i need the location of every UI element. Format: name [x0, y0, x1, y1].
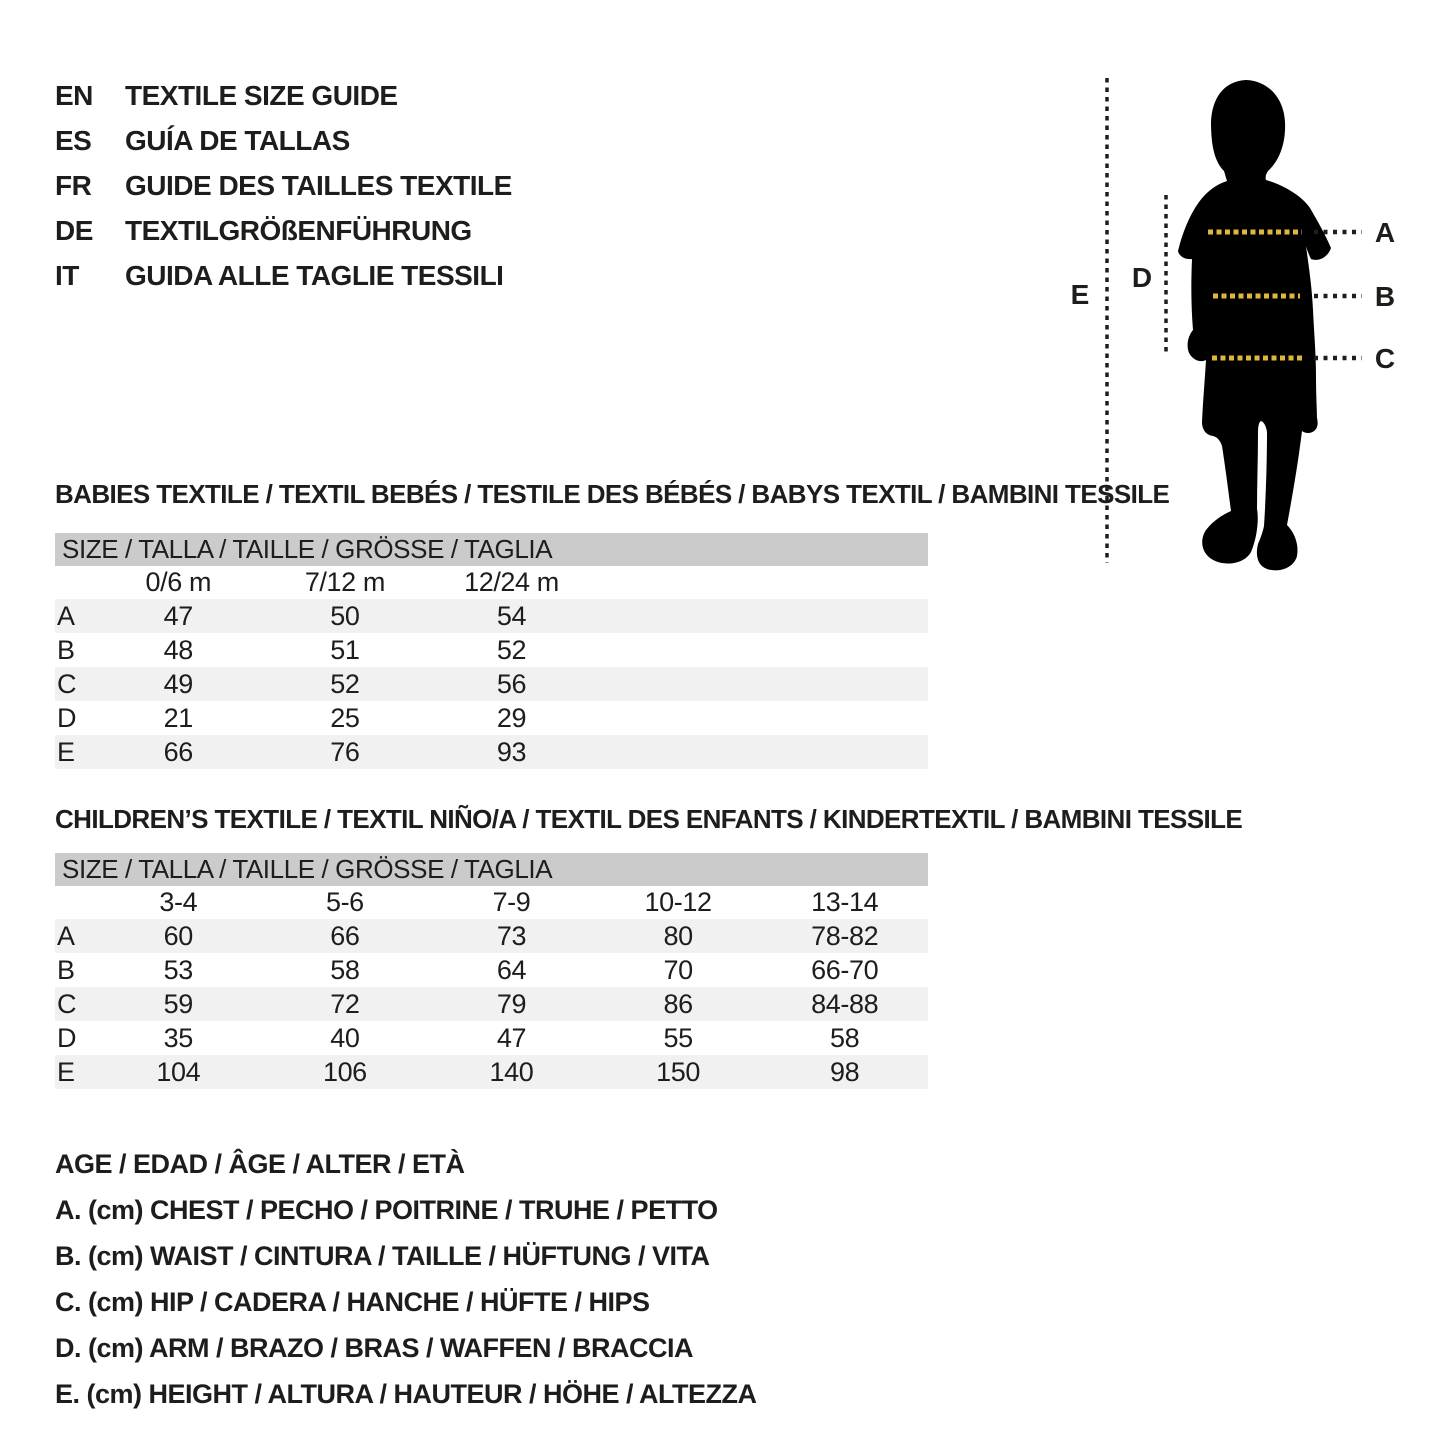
table-cell: 40: [330, 1022, 360, 1053]
children-size-table: [55, 853, 928, 1089]
babies-size-table: [55, 533, 928, 769]
lang-title: TEXTILE SIZE GUIDE: [125, 79, 398, 111]
babies-section-heading: BABIES TEXTILE / TEXTIL BEBÉS / TESTILE DES BÉBÉS / BABYS TEXTIL / BAMBINI TESSILE: [55, 479, 1170, 509]
table-row-b: [55, 953, 928, 987]
row-label: C: [57, 668, 77, 699]
size-header-label: SIZE / TALLA / TAILLE / GRÖSSE / TAGLIA: [62, 854, 553, 884]
table-cell: 25: [330, 702, 360, 733]
child-silhouette: [1178, 80, 1331, 570]
table-cell: 73: [496, 920, 527, 951]
table-row-c: [55, 987, 928, 1021]
table-cell: 52: [330, 668, 360, 699]
table-cell: 52: [496, 634, 527, 665]
diagram-label-waist: B: [1374, 281, 1396, 312]
diagram-label-hip: C: [1374, 343, 1396, 374]
lang-code: DE: [55, 214, 93, 246]
table-row-a: [55, 599, 928, 633]
table-cell: 58: [830, 1022, 860, 1053]
table-cell: 59: [163, 988, 193, 1019]
babies-column-header-row: [55, 566, 928, 599]
table-cell: 47: [496, 1022, 527, 1053]
table-row-e: [55, 1055, 928, 1089]
table-cell: 98: [830, 1056, 860, 1087]
row-label: B: [57, 634, 75, 665]
table-cell: 66-70: [811, 954, 879, 985]
lang-row-en: [55, 73, 512, 118]
lang-title: TEXTILGRÖßENFÜHRUNG: [125, 214, 472, 246]
row-label: D: [57, 702, 77, 733]
table-cell: 76: [330, 736, 360, 767]
column-header: 7-9: [492, 887, 531, 917]
table-cell: 86: [663, 988, 693, 1019]
table-cell: 60: [163, 920, 193, 951]
lang-code: FR: [55, 169, 92, 201]
row-label: C: [57, 988, 77, 1019]
table-cell: 80: [663, 920, 693, 951]
table-cell: 93: [496, 736, 527, 767]
table-row-b: [55, 633, 928, 667]
table-cell: 55: [663, 1022, 693, 1053]
row-label: D: [57, 1022, 77, 1053]
row-label: A: [57, 920, 75, 951]
lang-title: GUÍA DE TALLAS: [125, 124, 350, 156]
legend-line-height: E. (cm) HEIGHT / ALTURA / HAUTEUR / HÖHE / ALTEZZA: [55, 1379, 757, 1409]
table-cell: 64: [496, 954, 527, 985]
table-cell: 106: [322, 1056, 367, 1087]
table-row-d: [55, 701, 928, 735]
lang-row-it: [55, 253, 512, 298]
lang-code: ES: [55, 124, 92, 156]
table-cell: 70: [663, 954, 693, 985]
children-section-heading: CHILDREN’S TEXTILE / TEXTIL NIÑO/A / TEXTIL DES ENFANTS / KINDERTEXTIL / BAMBINI TESSILE: [55, 804, 1243, 834]
table-row-e: [55, 735, 928, 769]
table-cell: 66: [330, 920, 360, 951]
size-header-bar: [55, 853, 928, 886]
table-cell: 21: [163, 702, 193, 733]
table-cell: 84-88: [811, 988, 879, 1019]
diagram-label-chest: A: [1374, 217, 1396, 248]
column-header: 7/12 m: [304, 567, 385, 597]
lang-row-es: [55, 118, 512, 163]
table-cell: 51: [330, 634, 360, 665]
table-cell: 140: [489, 1056, 534, 1087]
table-cell: 104: [156, 1056, 201, 1087]
table-row-d: [55, 1021, 928, 1055]
table-cell: 29: [496, 702, 527, 733]
measurement-diagram: [1050, 60, 1445, 600]
table-row-c: [55, 667, 928, 701]
table-cell: 49: [163, 668, 193, 699]
row-label: B: [57, 954, 75, 985]
column-header: 10-12: [644, 887, 712, 917]
table-cell: 54: [496, 600, 527, 631]
table-cell: 78-82: [811, 920, 879, 951]
size-header-bar: [55, 533, 928, 566]
table-cell: 58: [330, 954, 360, 985]
lang-code: EN: [55, 79, 93, 111]
table-cell: 50: [330, 600, 360, 631]
size-header-label: SIZE / TALLA / TAILLE / GRÖSSE / TAGLIA: [62, 534, 553, 564]
legend-line-hip: C. (cm) HIP / CADERA / HANCHE / HÜFTE / HIPS: [55, 1287, 650, 1317]
legend-line-arm: D. (cm) ARM / BRAZO / BRAS / WAFFEN / BRACCIA: [55, 1333, 693, 1363]
table-cell: 56: [496, 668, 527, 699]
lang-title: GUIDA ALLE TAGLIE TESSILI: [125, 259, 504, 291]
legend-line-waist: B. (cm) WAIST / CINTURA / TAILLE / HÜFTUNG / VITA: [55, 1241, 710, 1271]
legend-line-chest: A. (cm) CHEST / PECHO / POITRINE / TRUHE / PETTO: [55, 1195, 718, 1225]
row-label: E: [57, 736, 75, 767]
table-row-a: [55, 919, 928, 953]
table-cell: 79: [496, 988, 527, 1019]
diagram-label-arm: D: [1131, 262, 1153, 293]
column-header: 3-4: [159, 887, 198, 917]
column-header: 12/24 m: [464, 567, 559, 597]
table-cell: 150: [656, 1056, 700, 1087]
table-cell: 35: [163, 1022, 193, 1053]
legend-line-age: AGE / EDAD / ÂGE / ALTER / ETÀ: [55, 1149, 465, 1179]
row-label: A: [57, 600, 75, 631]
column-header: 5-6: [325, 887, 364, 917]
lang-code: IT: [55, 259, 79, 291]
table-cell: 53: [163, 954, 193, 985]
measurement-legend: [55, 1141, 756, 1417]
table-cell: 48: [163, 634, 193, 665]
lang-title: GUIDE DES TAILLES TEXTILE: [125, 169, 512, 201]
language-title-list: [55, 73, 512, 298]
lang-row-de: [55, 208, 512, 253]
diagram-label-height: E: [1070, 279, 1090, 310]
children-column-header-row: [55, 886, 928, 919]
row-label: E: [57, 1056, 75, 1087]
table-cell: 72: [330, 988, 360, 1019]
column-header: 13-14: [811, 887, 879, 917]
column-header: 0/6 m: [145, 567, 212, 597]
table-cell: 47: [163, 600, 193, 631]
lang-row-fr: [55, 163, 512, 208]
table-cell: 66: [163, 736, 193, 767]
